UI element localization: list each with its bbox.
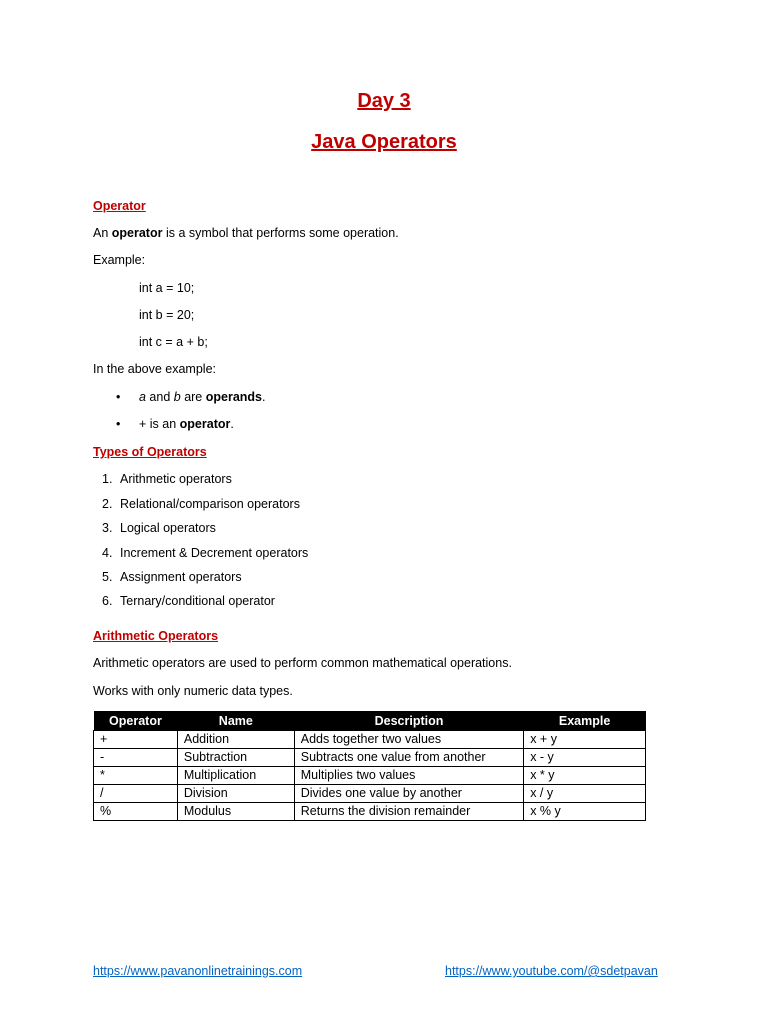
- plus-text: + is an: [139, 417, 180, 431]
- table-header-row: [94, 711, 646, 731]
- table-cell: Multiplication: [177, 767, 294, 785]
- period: .: [230, 417, 234, 431]
- table-cell: +: [94, 731, 178, 749]
- list-item: Increment & Decrement operators: [120, 546, 309, 560]
- website-link[interactable]: https://www.pavanonlinetrainings.com: [93, 964, 303, 978]
- column-header: Example: [524, 711, 646, 731]
- list-number: 2.: [102, 497, 113, 511]
- table-cell: %: [94, 803, 178, 821]
- intro-bold-term: operator: [111, 226, 163, 240]
- operator-intro: [93, 226, 399, 240]
- and-text: and: [145, 390, 174, 404]
- table-cell: Modulus: [177, 803, 294, 821]
- day-title: Day 3: [357, 90, 411, 112]
- arithmetic-note: Works with only numeric data types.: [93, 684, 293, 698]
- var-a: a: [139, 390, 146, 404]
- bullet-icon: •: [116, 390, 121, 404]
- intro-suffix: is a symbol that performs some operation.: [162, 226, 399, 240]
- code-line-1: int a = 10;: [139, 281, 195, 295]
- page-title: Java Operators: [311, 131, 457, 153]
- table-cell: Adds together two values: [294, 731, 523, 749]
- operator-term: operator: [179, 417, 231, 431]
- table-cell: x * y: [524, 767, 646, 785]
- list-item: Assignment operators: [120, 570, 242, 584]
- arithmetic-description: Arithmetic operators are used to perform common mathematical operations.: [93, 656, 512, 670]
- period: .: [262, 390, 266, 404]
- list-item: Ternary/conditional operator: [120, 594, 275, 608]
- table-cell: Multiplies two values: [294, 767, 523, 785]
- column-header: Operator: [94, 711, 178, 731]
- table-cell: Division: [177, 785, 294, 803]
- table-row: [94, 785, 646, 803]
- table-cell: *: [94, 767, 178, 785]
- list-item: Logical operators: [120, 521, 216, 535]
- intro-prefix: An: [93, 226, 112, 240]
- table-row: [94, 767, 646, 785]
- table-cell: x % y: [524, 803, 646, 821]
- code-line-3: int c = a + b;: [139, 335, 208, 349]
- types-heading: Types of Operators: [93, 445, 207, 459]
- list-item: Arithmetic operators: [120, 472, 232, 486]
- list-number: 6.: [102, 594, 113, 608]
- above-example-text: In the above example:: [93, 362, 216, 376]
- are-text: are: [180, 390, 206, 404]
- table-cell: Subtracts one value from another: [294, 749, 523, 767]
- table-cell: x / y: [524, 785, 646, 803]
- operators-table: [93, 711, 646, 821]
- table-cell: Subtraction: [177, 749, 294, 767]
- bullet-operands: [139, 390, 265, 404]
- youtube-link[interactable]: https://www.youtube.com/@sdetpavan: [445, 964, 658, 978]
- table-row: [94, 749, 646, 767]
- table-cell: Addition: [177, 731, 294, 749]
- operands-term: operands: [205, 390, 262, 404]
- column-header: Description: [294, 711, 523, 731]
- arithmetic-heading: Arithmetic Operators: [93, 629, 219, 643]
- example-label: Example:: [93, 253, 146, 267]
- table-cell: x + y: [524, 731, 646, 749]
- list-number: 1.: [102, 472, 113, 486]
- table-cell: -: [94, 749, 178, 767]
- list-number: 5.: [102, 570, 113, 584]
- list-number: 4.: [102, 546, 113, 560]
- code-line-2: int b = 20;: [139, 308, 195, 322]
- list-number: 3.: [102, 521, 113, 535]
- table-row: [94, 803, 646, 821]
- table-cell: Returns the division remainder: [294, 803, 523, 821]
- table-cell: /: [94, 785, 178, 803]
- table-cell: x - y: [524, 749, 646, 767]
- table-row: [94, 731, 646, 749]
- column-header: Name: [177, 711, 294, 731]
- table-cell: Divides one value by another: [294, 785, 523, 803]
- bullet-operator: [139, 417, 234, 431]
- bullet-icon: •: [116, 417, 121, 431]
- operator-heading: Operator: [93, 199, 146, 213]
- var-b: b: [173, 390, 181, 404]
- list-item: Relational/comparison operators: [120, 497, 300, 511]
